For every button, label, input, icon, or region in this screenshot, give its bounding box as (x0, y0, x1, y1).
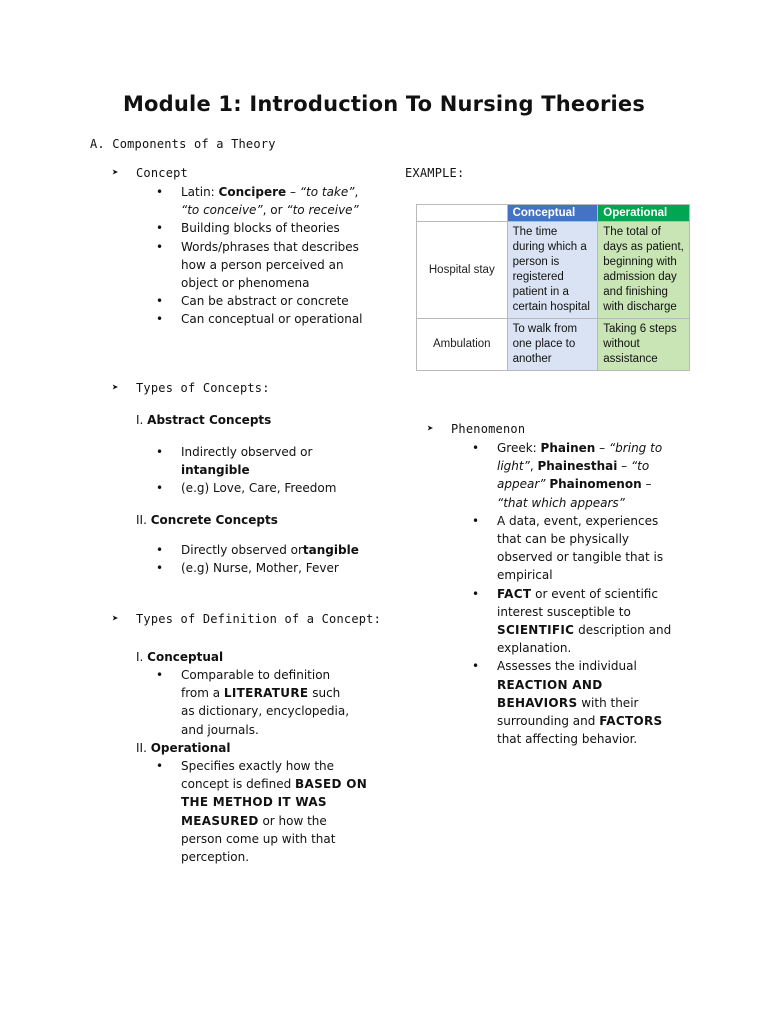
phenomenon-list (497, 439, 672, 748)
abstract-concepts-list (181, 443, 371, 498)
operational-label: II. Operational (136, 741, 231, 755)
table-cell: Taking 6 steps without assistance (598, 319, 690, 371)
row-header: Ambulation (417, 319, 508, 371)
column-header-conceptual: Conceptual (507, 205, 598, 222)
list-item: • Words/phrases that describes how a person perceived an object or phenomena (181, 238, 371, 293)
concrete-concepts-label: II. Concrete Concepts (136, 513, 278, 527)
list-item: • Specifies exactly how the concept is defined BASED ON THE METHOD IT WAS MEASURED or how the person come up with that perception. (181, 757, 371, 866)
list-item: • Assesses the individual REACTION AND BEHAVIORS with their surrounding and FACTORS that affecting behavior. (497, 657, 672, 748)
example-table (416, 204, 690, 371)
column-header-operational: Operational (598, 205, 690, 222)
conceptual-label: I. Conceptual (136, 650, 224, 664)
operational-list (181, 757, 371, 866)
abstract-concepts-label: I. Abstract Concepts (136, 413, 272, 427)
list-item: • Directly observed ortangible (181, 541, 381, 559)
page-title: Module 1: Introduction To Nursing Theories (122, 92, 646, 116)
list-item: • A data, event, experiences that can be physically observed or tangible that is empirical (497, 512, 672, 585)
list-item: • Can conceptual or operational (181, 310, 371, 328)
table-header-row (417, 205, 690, 222)
list-item: • FACT or event of scientific interest susceptible to SCIENTIFIC description and explanation. (497, 585, 672, 658)
types-of-concepts-heading: ➤ Types of Concepts: (136, 381, 270, 395)
concrete-concepts-list (181, 541, 381, 577)
table-row (417, 222, 690, 319)
list-item: • Building blocks of theories (181, 219, 371, 237)
list-item: • Greek: Phainen – “bring to light”, Phainesthai – “to appear” Phainomenon – “that which appears” (497, 439, 672, 512)
concept-list (181, 183, 371, 329)
concept-heading: ➤ Concept (136, 166, 188, 180)
table-row (417, 319, 690, 371)
section-a-heading: A. Components of a Theory (90, 137, 276, 151)
types-of-definition-heading: ➤ Types of Definition of a Concept: (136, 612, 381, 626)
example-label: EXAMPLE: (405, 166, 465, 180)
table-cell: The total of days as patient, beginning with admission day and finishing with discharge (598, 222, 690, 319)
list-item: • Comparable to definition from a LITERATURE such as dictionary, encyclopedia, and journals. (181, 666, 351, 739)
table-cell: To walk from one place to another (507, 319, 598, 371)
list-item: • Latin: Concipere – “to take”, “to conceive”, or “to receive” (181, 183, 371, 219)
row-header: Hospital stay (417, 222, 508, 319)
list-item: • (e.g) Love, Care, Freedom (181, 479, 371, 497)
list-item: • (e.g) Nurse, Mother, Fever (181, 559, 381, 577)
conceptual-list (181, 666, 351, 739)
table-cell: The time during which a person is registered patient in a certain hospital (507, 222, 598, 319)
list-item: • Indirectly observed or intangible (181, 443, 371, 479)
phenomenon-heading: ➤ Phenomenon (451, 422, 525, 436)
list-item: • Can be abstract or concrete (181, 292, 371, 310)
